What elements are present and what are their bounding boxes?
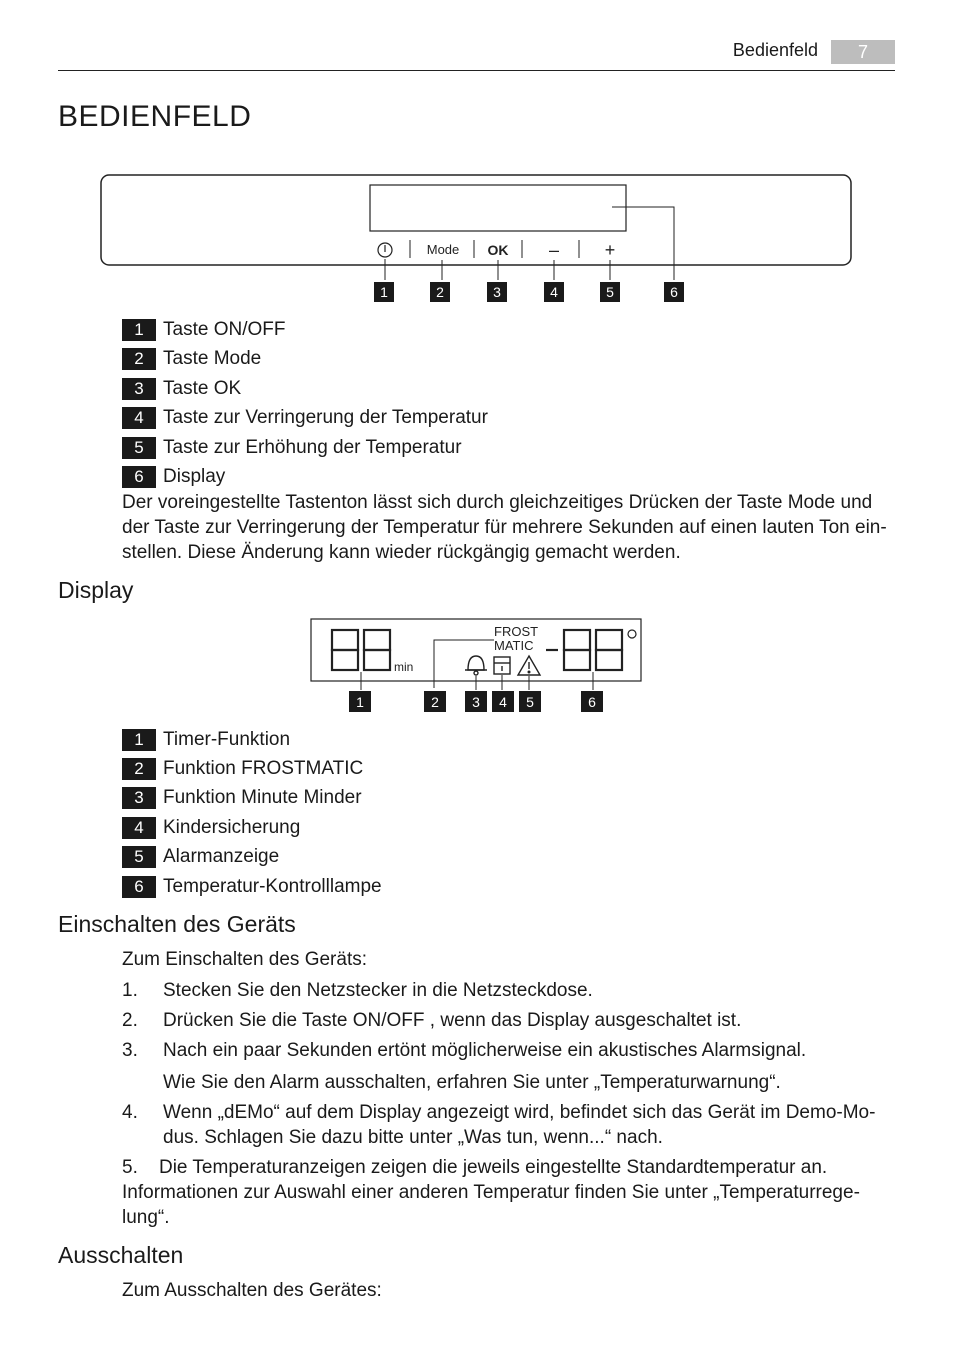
list-item: 2. Drücken Sie die Taste ON/OFF , wenn das Display ausgeschaltet ist. bbox=[122, 1010, 742, 1031]
temperature-digits-icon bbox=[546, 630, 622, 670]
temperature-indicator-lamp-icon bbox=[628, 630, 636, 638]
panel-legend-item: 3 Taste OK bbox=[122, 378, 241, 400]
timer-digits-icon bbox=[332, 630, 390, 670]
panel-callout-3: 3 bbox=[493, 284, 501, 300]
display-legend-item: 6 Temperatur-Kontrolllampe bbox=[122, 876, 382, 898]
panel-note: Der voreingestellte Tastenton lässt sich durch gleichzeitiges Drücken der Taste Mode und der Taste zur Verringerung der Temperatur für mehrere Sekunden auf einen lauten Ton ein-stellen. Diese Änderung kann wieder rückgängig gemacht werden. bbox=[122, 492, 887, 563]
einschalten-intro: Zum Einschalten des Geräts: bbox=[122, 949, 367, 970]
list-item: 1. Stecken Sie den Netzstecker in die Netzsteckdose. bbox=[122, 980, 593, 1001]
panel-callout-4: 4 bbox=[550, 284, 558, 300]
einschalten-heading: Einschalten des Geräts bbox=[58, 911, 296, 937]
panel-callout-6: 6 bbox=[670, 284, 678, 300]
child-lock-icon bbox=[494, 657, 510, 674]
display-callout-5: 5 bbox=[526, 694, 534, 710]
bell-icon bbox=[465, 656, 487, 675]
display-callout-2: 2 bbox=[431, 694, 439, 710]
panel-legend-item: 4 Taste zur Verringerung der Temperatur bbox=[122, 407, 488, 429]
min-label: min bbox=[394, 660, 414, 674]
control-panel-figure bbox=[100, 174, 854, 306]
display-legend-item: 4 Kindersicherung bbox=[122, 817, 300, 839]
display-heading: Display bbox=[58, 577, 134, 603]
display-legend-item: 5 Alarmanzeige bbox=[122, 846, 279, 868]
ausschalten-heading: Ausschalten bbox=[58, 1242, 184, 1268]
list-item: 4. Wenn „dEMo“ auf dem Display angezeigt wird, befindet sich das Gerät im Demo-Mo-dus. Schlagen Sie dazu bitte unter „Was tun, wenn...“ nach. bbox=[122, 1102, 876, 1148]
panel-legend-item: 5 Taste zur Erhöhung der Temperatur bbox=[122, 437, 462, 459]
power-icon bbox=[378, 243, 392, 257]
panel-callout-5: 5 bbox=[606, 284, 614, 300]
list-item: 5. Die Temperaturanzeigen zeigen die jeweils eingestellte Standardtemperatur an. Informationen zur Auswahl einer anderen Temperatur finden Sie unter „Temperaturrege-lung“. bbox=[122, 1157, 860, 1228]
ok-button-label: OK bbox=[487, 242, 509, 258]
display-callout-1: 1 bbox=[356, 694, 364, 710]
display-legend-item: 3 Funktion Minute Minder bbox=[122, 787, 362, 809]
header-rule bbox=[58, 70, 895, 71]
mode-button-label: Mode bbox=[426, 242, 460, 257]
panel-legend-item: 1 Taste ON/OFF bbox=[122, 319, 285, 341]
page-number: 7 bbox=[831, 40, 895, 64]
panel-legend-item: 6 Display bbox=[122, 466, 225, 488]
alarm-warning-icon bbox=[518, 656, 540, 675]
display-legend-item: 1 Timer-Funktion bbox=[122, 729, 290, 751]
display-figure bbox=[310, 618, 644, 716]
display-legend-item: 2 Funktion FROSTMATIC bbox=[122, 758, 363, 780]
ausschalten-intro: Zum Ausschalten des Gerätes: bbox=[122, 1280, 382, 1301]
list-item: 3. Nach ein paar Sekunden ertönt möglicherweise ein akustisches Alarmsignal. bbox=[122, 1040, 807, 1061]
display-callout-6: 6 bbox=[588, 694, 596, 710]
minus-button-label: – bbox=[548, 240, 560, 260]
frost-label: FROST bbox=[494, 624, 539, 639]
panel-callout-1: 1 bbox=[380, 284, 388, 300]
panel-callout-2: 2 bbox=[436, 284, 444, 300]
matic-label: MATIC bbox=[494, 638, 534, 653]
panel-legend-item: 2 Taste Mode bbox=[122, 348, 261, 370]
running-header-section: Bedienfeld bbox=[732, 40, 818, 60]
page-title: BEDIENFELD bbox=[58, 100, 252, 133]
display-callout-4: 4 bbox=[499, 694, 507, 710]
plus-button-label: + bbox=[604, 240, 616, 260]
display-callout-3: 3 bbox=[472, 694, 480, 710]
step-note: Wie Sie den Alarm ausschalten, erfahren Sie unter „Temperaturwarnung“. bbox=[163, 1072, 781, 1093]
